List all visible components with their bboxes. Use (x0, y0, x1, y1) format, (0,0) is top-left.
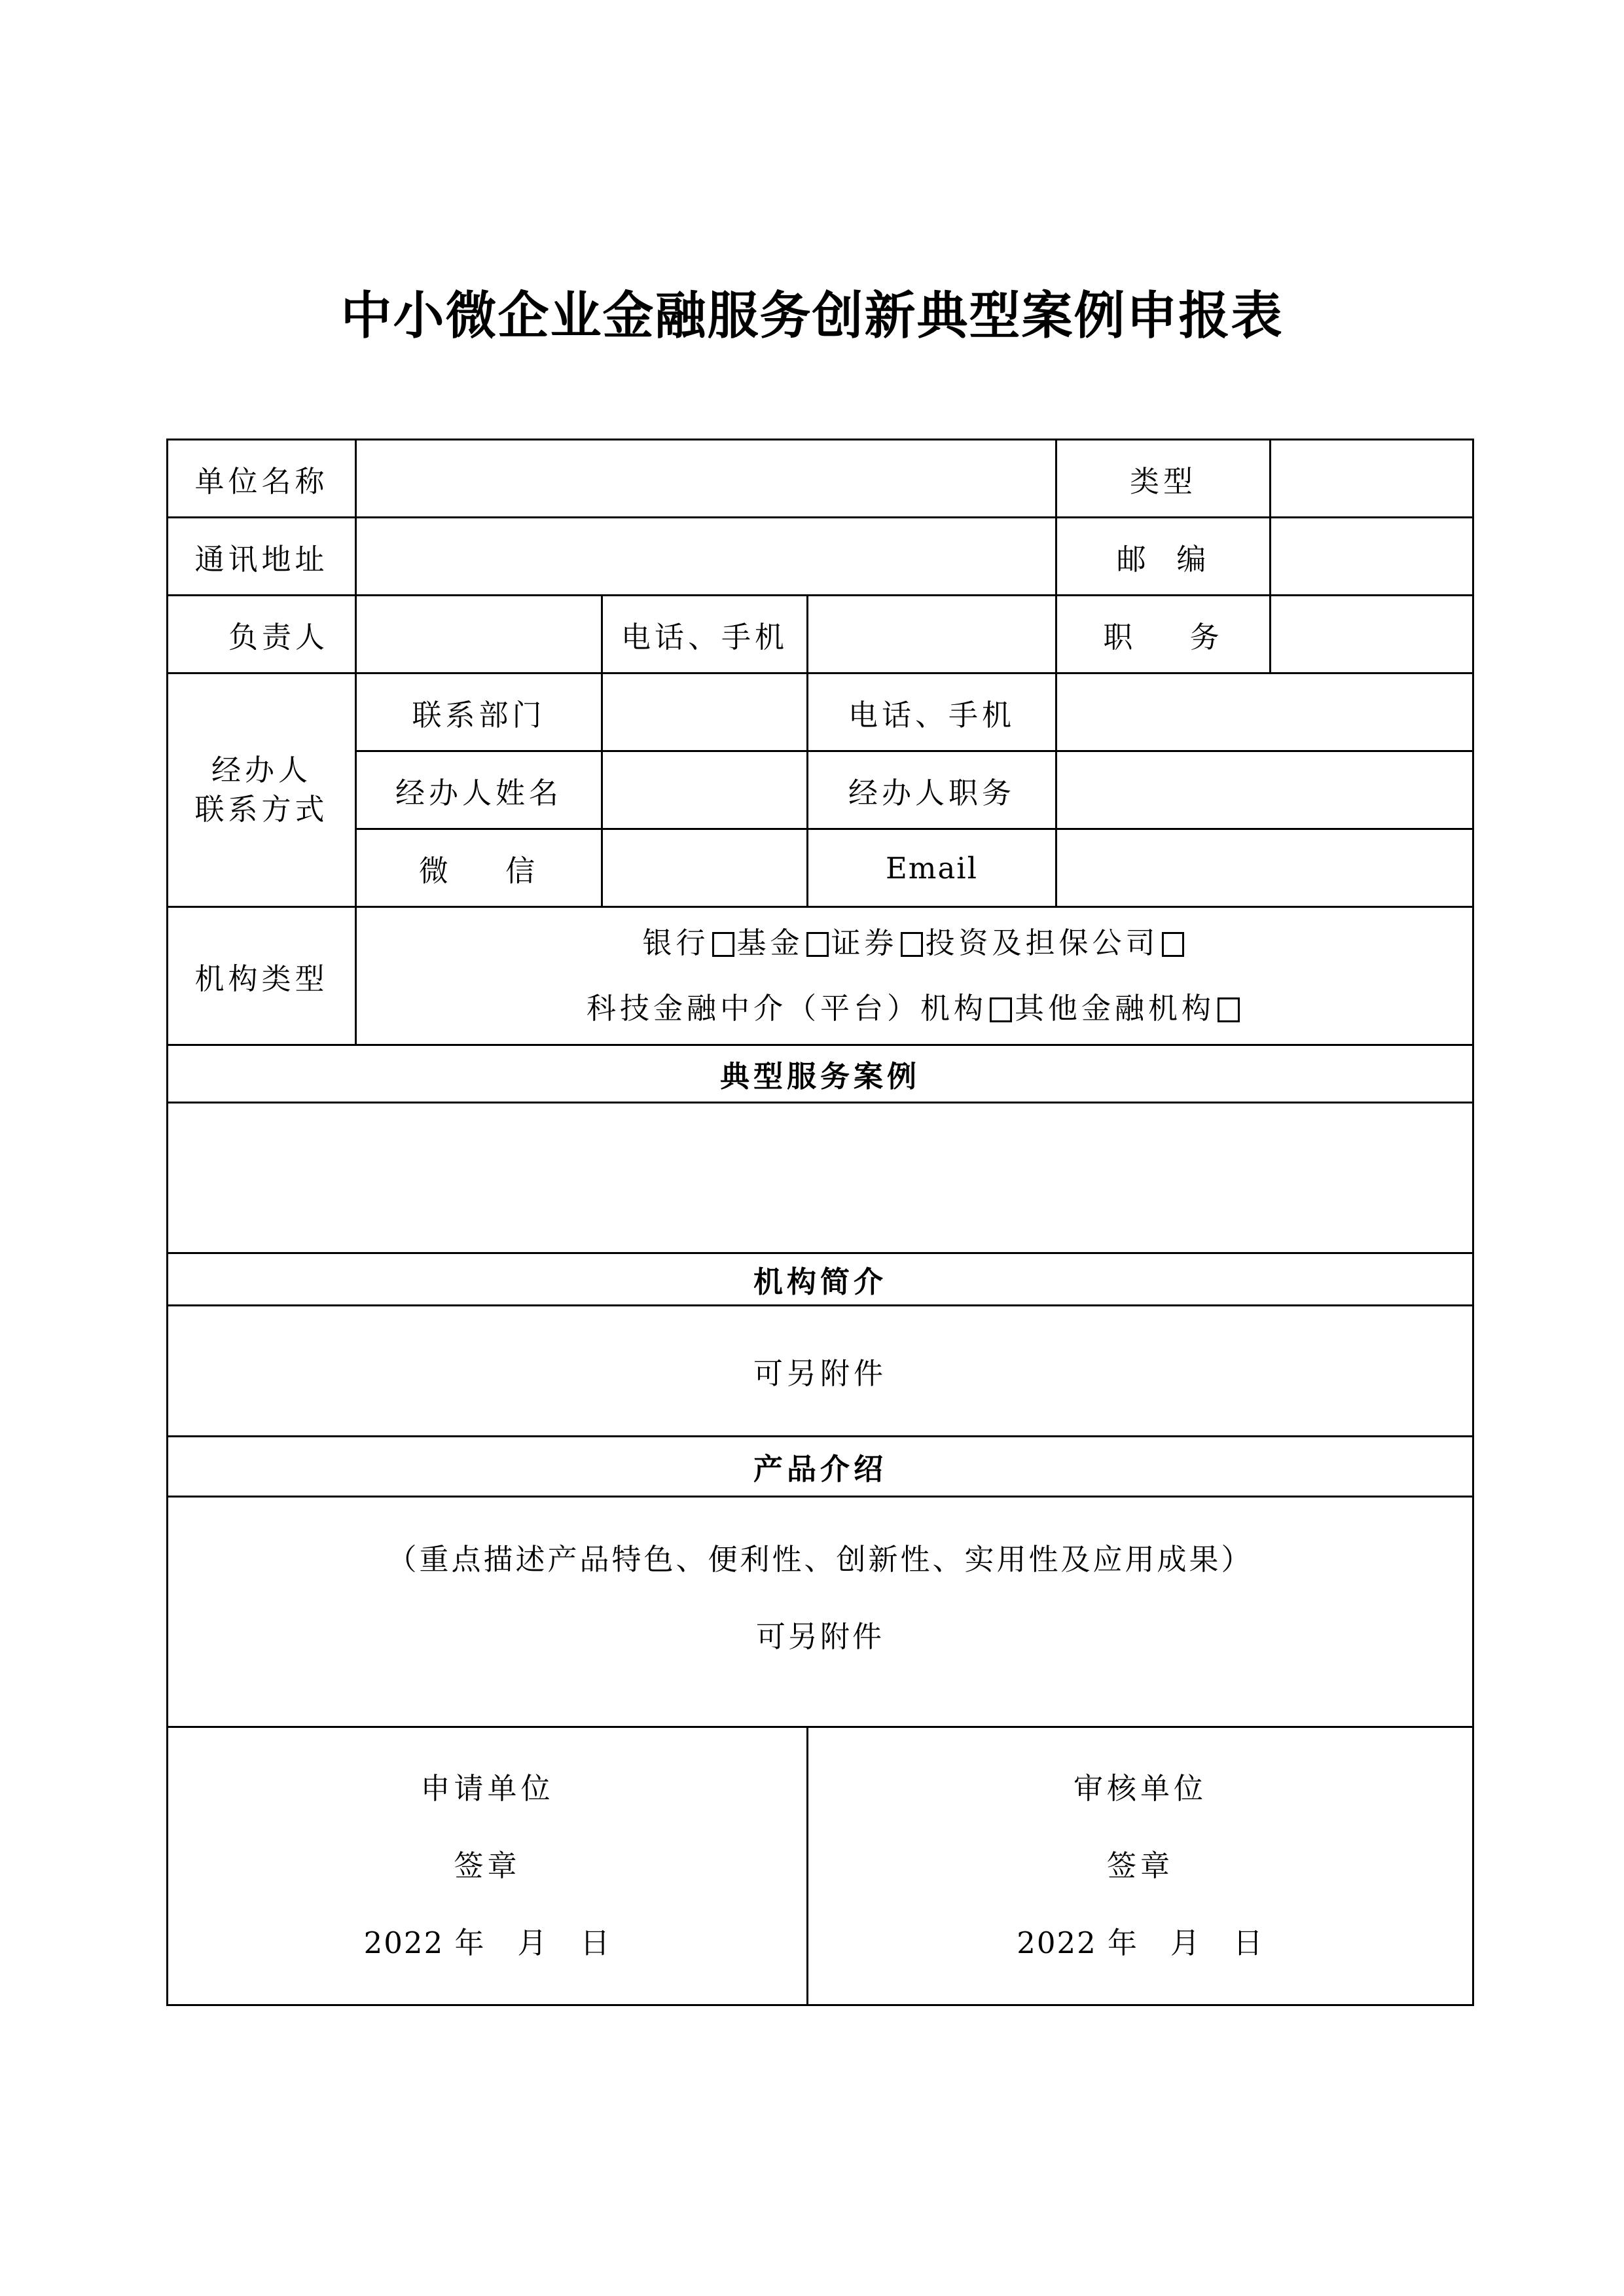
contact-phone-field[interactable] (1056, 673, 1473, 751)
option-bank-label: 银行 (642, 925, 710, 960)
reviewer-date: 2022 年 月 日 (1017, 1926, 1264, 1960)
institution-options-line2 (363, 976, 1466, 1041)
institution-type-label: 机构类型 (168, 907, 356, 1045)
option-securities-checkbox[interactable] (901, 932, 923, 957)
contact-group-label (168, 673, 356, 907)
contact-dept-field[interactable] (602, 673, 808, 751)
option-investment-label: 投资及担保公司 (925, 925, 1159, 960)
option-fintech-checkbox[interactable] (990, 997, 1012, 1022)
type-label: 类型 (1056, 440, 1271, 518)
position-field[interactable] (1271, 596, 1473, 673)
reviewer-sign-cell[interactable] (808, 1727, 1473, 2005)
reviewer-label: 审核单位 (1074, 1771, 1208, 1806)
contact-phone-label: 电话、手机 (808, 673, 1056, 751)
leader-phone-field[interactable] (808, 596, 1056, 673)
email-field[interactable] (1056, 829, 1473, 907)
contact-name-label: 经办人姓名 (356, 751, 602, 829)
applicant-label: 申请单位 (420, 1771, 554, 1806)
contact-group-label-line1: 经办人 (211, 753, 312, 787)
option-fintech-label: 科技金融中介（平台）机构 (586, 991, 988, 1026)
option-fund-label: 基金 (736, 925, 804, 960)
application-form (166, 439, 1474, 2006)
option-securities-label: 证券 (831, 925, 898, 960)
page-title: 中小微企业金融服务创新典型案例申报表 (340, 286, 1284, 346)
wechat-label: 微 信 (356, 829, 602, 907)
leader-phone-label: 电话、手机 (602, 596, 808, 673)
product-desc: （重点描述产品特色、便利性、创新性、实用性及应用成果） (387, 1542, 1254, 1577)
intro-section-field[interactable] (168, 1306, 1473, 1437)
institution-type-options (356, 907, 1473, 1045)
product-section-header: 产品介绍 (168, 1437, 1473, 1497)
case-section-field[interactable] (168, 1103, 1473, 1253)
applicant-sign-cell[interactable] (168, 1727, 808, 2005)
product-note: 可另附件 (756, 1619, 885, 1654)
institution-options-line1 (363, 910, 1466, 976)
reviewer-seal-label: 签章 (1107, 1848, 1174, 1883)
option-other-checkbox[interactable] (1218, 997, 1240, 1022)
option-fund-checkbox[interactable] (806, 932, 829, 957)
option-investment-checkbox[interactable] (1162, 932, 1184, 957)
intro-section-header: 机构简介 (168, 1253, 1473, 1306)
contact-group-label-line2: 联系方式 (194, 792, 329, 827)
postcode-label: 邮 编 (1056, 518, 1271, 596)
email-label: Email (808, 829, 1056, 907)
product-section-field[interactable] (168, 1497, 1473, 1727)
address-label: 通讯地址 (168, 518, 356, 596)
contact-name-field[interactable] (602, 751, 808, 829)
unit-name-field[interactable] (356, 440, 1056, 518)
type-field[interactable] (1271, 440, 1473, 518)
leader-label: 负责人 (168, 596, 356, 673)
position-label: 职 务 (1056, 596, 1271, 673)
applicant-seal-label: 签章 (454, 1848, 521, 1883)
wechat-field[interactable] (602, 829, 808, 907)
contact-dept-label: 联系部门 (356, 673, 602, 751)
postcode-field[interactable] (1271, 518, 1473, 596)
contact-job-label: 经办人职务 (808, 751, 1056, 829)
option-other-label: 其他金融机构 (1015, 991, 1216, 1026)
contact-job-field[interactable] (1056, 751, 1473, 829)
unit-name-label: 单位名称 (168, 440, 356, 518)
case-section-header: 典型服务案例 (168, 1045, 1473, 1103)
leader-field[interactable] (356, 596, 602, 673)
applicant-date: 2022 年 月 日 (363, 1926, 611, 1960)
intro-note: 可另附件 (753, 1356, 888, 1391)
option-bank-checkbox[interactable] (712, 932, 734, 957)
address-field[interactable] (356, 518, 1056, 596)
